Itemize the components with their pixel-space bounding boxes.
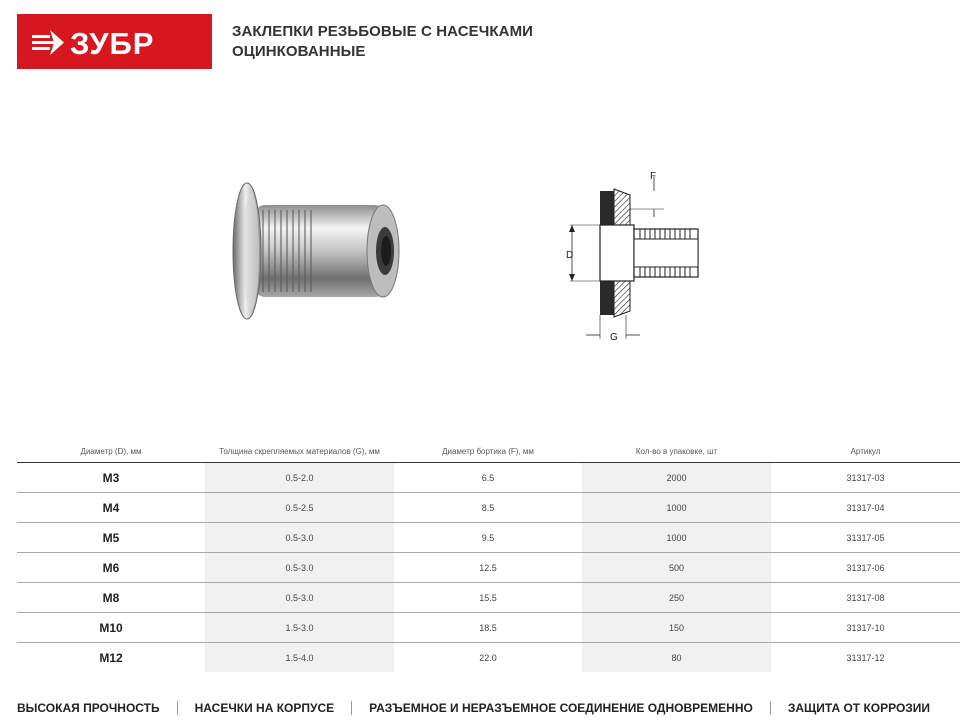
cell-diameter: M8 [17, 583, 205, 613]
header-diameter: Диаметр (D), мм [80, 446, 142, 456]
dimension-f-label: F [650, 171, 657, 182]
cell-diameter: M5 [17, 523, 205, 553]
dimension-d-label: D [566, 250, 574, 261]
rivet-nut-photo [215, 180, 415, 330]
cell-article: 31317-04 [771, 493, 960, 523]
rivet-nut-drawing [560, 165, 700, 345]
cell-diameter: M3 [17, 463, 205, 493]
product-title-line2: ОЦИНКОВАННЫЕ [232, 43, 366, 60]
cell-diameter: M12 [17, 643, 205, 673]
cell-quantity: 1000 [582, 493, 771, 523]
table-row [17, 493, 960, 523]
cell-quantity: 250 [582, 583, 771, 613]
cell-quantity: 1000 [582, 523, 771, 553]
brand-wordmark: ЗУБР [69, 25, 154, 61]
feature-connection: РАЗЪЕМНОЕ И НЕРАЗЪЕМНОЕ СОЕДИНЕНИЕ ОДНОВРЕМЕННО [351, 701, 770, 715]
table-row [17, 613, 960, 643]
cell-quantity: 80 [582, 643, 771, 673]
cell-diameter: M6 [17, 553, 205, 583]
table-row [17, 463, 960, 493]
cell-article: 31317-08 [771, 583, 960, 613]
specs-table [17, 440, 960, 672]
header-thickness: Толщина скрепляемых материалов (G), мм [219, 446, 380, 456]
table-row [17, 583, 960, 613]
feature-corrosion: ЗАЩИТА ОТ КОРРОЗИИ [770, 701, 947, 715]
cell-flange: 15.5 [394, 583, 582, 613]
cell-thickness: 0.5-3.0 [205, 553, 394, 583]
cell-article: 31317-06 [771, 553, 960, 583]
cell-quantity: 150 [582, 613, 771, 643]
header-quantity: Кол-во в упаковке, шт [635, 446, 718, 456]
cell-article: 31317-10 [771, 613, 960, 643]
cell-flange: 12.5 [394, 553, 582, 583]
cell-article: 31317-12 [771, 643, 960, 673]
product-title [232, 22, 533, 62]
dimension-g-label: G [610, 332, 618, 343]
cell-thickness: 0.5-3.0 [205, 523, 394, 553]
cell-flange: 6.5 [394, 463, 582, 493]
product-title-line1: ЗАКЛЕПКИ РЕЗЬБОВЫЕ С НАСЕЧКАМИ [232, 23, 534, 40]
cell-thickness: 0.5-2.5 [205, 493, 394, 523]
cell-thickness: 0.5-3.0 [205, 583, 394, 613]
cell-flange: 8.5 [394, 493, 582, 523]
cell-flange: 18.5 [394, 613, 582, 643]
cell-thickness: 1.5-3.0 [205, 613, 394, 643]
cell-diameter: M4 [17, 493, 205, 523]
table-row [17, 523, 960, 553]
feature-strip [0, 693, 970, 723]
cell-thickness: 0.5-2.0 [205, 463, 394, 493]
cell-diameter: M10 [17, 613, 205, 643]
feature-strength: ВЫСОКАЯ ПРОЧНОСТЬ [17, 701, 160, 715]
table-row [17, 643, 960, 673]
cell-quantity: 2000 [582, 463, 771, 493]
cell-quantity: 500 [582, 553, 771, 583]
cell-flange: 22.0 [394, 643, 582, 673]
cell-thickness: 1.5-4.0 [205, 643, 394, 673]
header-flange-diameter: Диаметр бортика (F), мм [442, 446, 534, 456]
cell-article: 31317-05 [771, 523, 960, 553]
brand-logo-mark [30, 22, 200, 62]
brand-logo [17, 14, 212, 69]
feature-knurling: НАСЕЧКИ НА КОРПУСЕ [177, 701, 352, 715]
header-article: Артикул [850, 446, 881, 456]
cell-flange: 9.5 [394, 523, 582, 553]
table-header-row [17, 440, 960, 463]
cell-article: 31317-03 [771, 463, 960, 493]
table-row [17, 553, 960, 583]
